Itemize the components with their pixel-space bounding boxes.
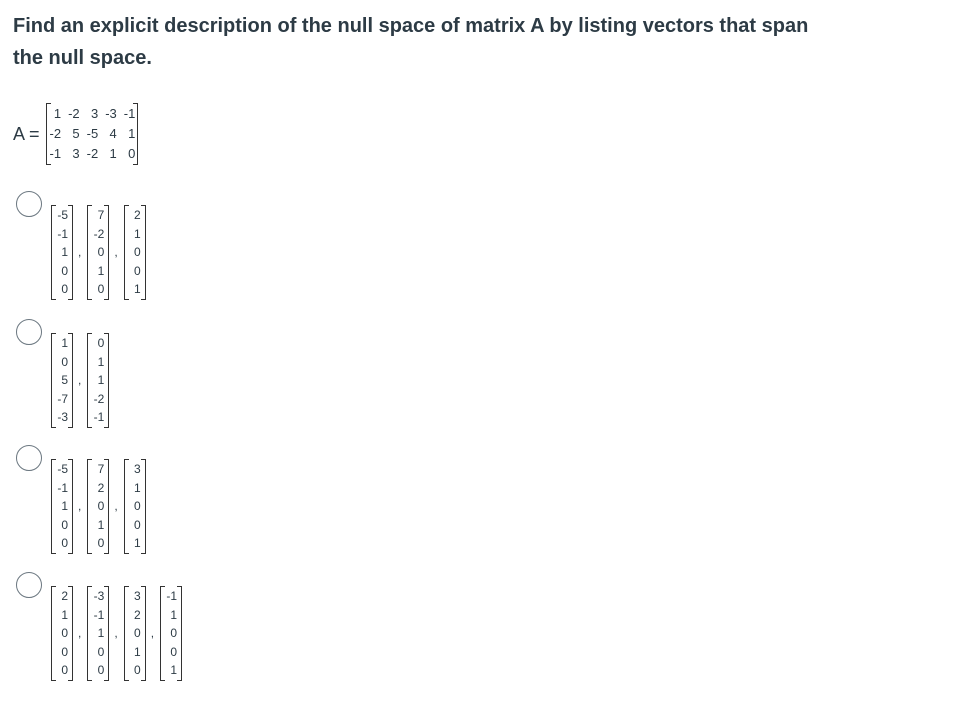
vector-entry: 0 bbox=[61, 626, 68, 640]
vector-entry: 0 bbox=[97, 282, 105, 296]
vector-entry: -1 bbox=[93, 410, 105, 424]
matrix-a-display bbox=[13, 103, 138, 165]
radio-button[interactable] bbox=[16, 445, 42, 471]
vector-entry: -1 bbox=[57, 226, 68, 241]
matrix-a-entry: 3 bbox=[72, 146, 80, 161]
vector-separator: , bbox=[150, 626, 155, 640]
vector-separator: , bbox=[78, 626, 82, 640]
vector-entry: 0 bbox=[61, 536, 68, 550]
vector-entry: -7 bbox=[57, 391, 68, 406]
column-vector bbox=[87, 459, 109, 554]
column-vector bbox=[124, 459, 146, 554]
vector-separator: , bbox=[78, 245, 82, 259]
vector-separator: , bbox=[114, 626, 118, 640]
question-text: Find an explicit description of the null space of matrix A by listing vectors that span the null space. bbox=[13, 15, 809, 69]
vector-entry: 0 bbox=[61, 644, 68, 659]
vector-entry: -3 bbox=[57, 410, 68, 424]
matrix-a-entry: -3 bbox=[105, 106, 117, 121]
vector-separator: , bbox=[78, 373, 82, 387]
vector-entry: 1 bbox=[134, 282, 141, 296]
vector-entry: 1 bbox=[97, 373, 105, 387]
vector-entry: 1 bbox=[61, 336, 68, 350]
matrix-a-entry: -2 bbox=[49, 126, 62, 141]
vector-entry: 7 bbox=[97, 462, 105, 476]
vector-entry: -3 bbox=[93, 589, 105, 603]
vector-entry: 0 bbox=[97, 536, 105, 550]
vector-entry: -1 bbox=[57, 480, 68, 495]
radio-button[interactable] bbox=[16, 319, 42, 345]
vector-entry: 0 bbox=[97, 499, 105, 513]
vector-entry: 1 bbox=[134, 226, 141, 241]
vector-entry: 1 bbox=[97, 354, 105, 369]
vector-list bbox=[51, 459, 146, 554]
matrix-a-entry: 4 bbox=[109, 126, 117, 141]
vector-list bbox=[51, 333, 109, 428]
matrix-a-entry: 1 bbox=[109, 146, 117, 161]
vector-entry: 0 bbox=[134, 663, 141, 677]
vector-entry: 1 bbox=[134, 644, 141, 659]
matrix-a-entry: -2 bbox=[68, 106, 80, 121]
vector-entry: 0 bbox=[97, 245, 105, 259]
radio-button[interactable] bbox=[16, 191, 42, 217]
vector-entry: 0 bbox=[61, 663, 68, 677]
vector-entry: 0 bbox=[61, 263, 68, 278]
vector-entry: 0 bbox=[134, 517, 141, 532]
vector-entry: 0 bbox=[61, 354, 68, 369]
column-vector bbox=[87, 586, 109, 681]
column-vector bbox=[51, 333, 73, 428]
column-vector bbox=[51, 459, 73, 554]
vector-entry: 2 bbox=[61, 589, 68, 603]
vector-entry: 1 bbox=[134, 480, 141, 495]
matrix-a-entry: 1 bbox=[53, 106, 62, 121]
vector-list bbox=[51, 586, 182, 681]
vector-entry: 1 bbox=[97, 517, 105, 532]
matrix-a-entry: -5 bbox=[86, 126, 99, 141]
vector-entry: 3 bbox=[134, 462, 141, 476]
vector-entry: 2 bbox=[134, 607, 141, 622]
vector-entry: 2 bbox=[97, 480, 105, 495]
vector-entry: 1 bbox=[61, 245, 68, 259]
vector-separator: , bbox=[114, 499, 118, 513]
vector-entry: 1 bbox=[97, 263, 105, 278]
vector-entry: 0 bbox=[170, 644, 178, 659]
vector-separator: , bbox=[114, 245, 118, 259]
matrix-a-entry: 5 bbox=[72, 126, 80, 141]
vector-entry: 5 bbox=[61, 373, 68, 387]
vector-entry: 0 bbox=[134, 263, 141, 278]
column-vector bbox=[124, 586, 146, 681]
vector-entry: 0 bbox=[97, 644, 105, 659]
vector-entry: 7 bbox=[97, 208, 105, 222]
column-vector bbox=[124, 205, 146, 300]
matrix-a bbox=[46, 103, 139, 165]
vector-entry: -5 bbox=[57, 462, 68, 476]
vector-entry: -2 bbox=[93, 391, 105, 406]
vector-entry: 0 bbox=[170, 626, 178, 640]
column-vector bbox=[51, 205, 73, 300]
vector-entry: -1 bbox=[93, 607, 105, 622]
matrix-a-label: A = bbox=[13, 123, 40, 144]
vector-entry: -1 bbox=[166, 589, 178, 603]
matrix-a-entry: 3 bbox=[90, 106, 99, 121]
vector-entry: -5 bbox=[57, 208, 68, 222]
radio-button[interactable] bbox=[16, 572, 42, 598]
vector-entry: 0 bbox=[134, 626, 141, 640]
vector-entry: 1 bbox=[170, 663, 178, 677]
vector-list bbox=[51, 205, 146, 300]
vector-entry: 1 bbox=[61, 607, 68, 622]
column-vector bbox=[87, 333, 109, 428]
matrix-a-entry: -2 bbox=[86, 146, 99, 161]
matrix-a-entry: -1 bbox=[49, 146, 62, 161]
vector-entry: 0 bbox=[134, 245, 141, 259]
vector-entry: 1 bbox=[134, 536, 141, 550]
vector-entry: 1 bbox=[61, 499, 68, 513]
vector-entry: 3 bbox=[134, 589, 141, 603]
vector-entry: 0 bbox=[61, 282, 68, 296]
vector-entry: -2 bbox=[93, 226, 105, 241]
vector-entry: 0 bbox=[134, 499, 141, 513]
vector-entry: 1 bbox=[97, 626, 105, 640]
vector-separator: , bbox=[78, 499, 82, 513]
matrix-a-entry: -1 bbox=[123, 106, 136, 121]
vector-entry: 1 bbox=[170, 607, 178, 622]
column-vector bbox=[51, 586, 73, 681]
vector-entry: 0 bbox=[61, 517, 68, 532]
matrix-a-entry: 1 bbox=[128, 126, 136, 141]
vector-entry: 0 bbox=[97, 336, 105, 350]
vector-entry: 2 bbox=[134, 208, 141, 222]
matrix-a-entry: 0 bbox=[128, 146, 136, 161]
column-vector bbox=[160, 586, 182, 681]
column-vector bbox=[87, 205, 109, 300]
vector-entry: 0 bbox=[97, 663, 105, 677]
